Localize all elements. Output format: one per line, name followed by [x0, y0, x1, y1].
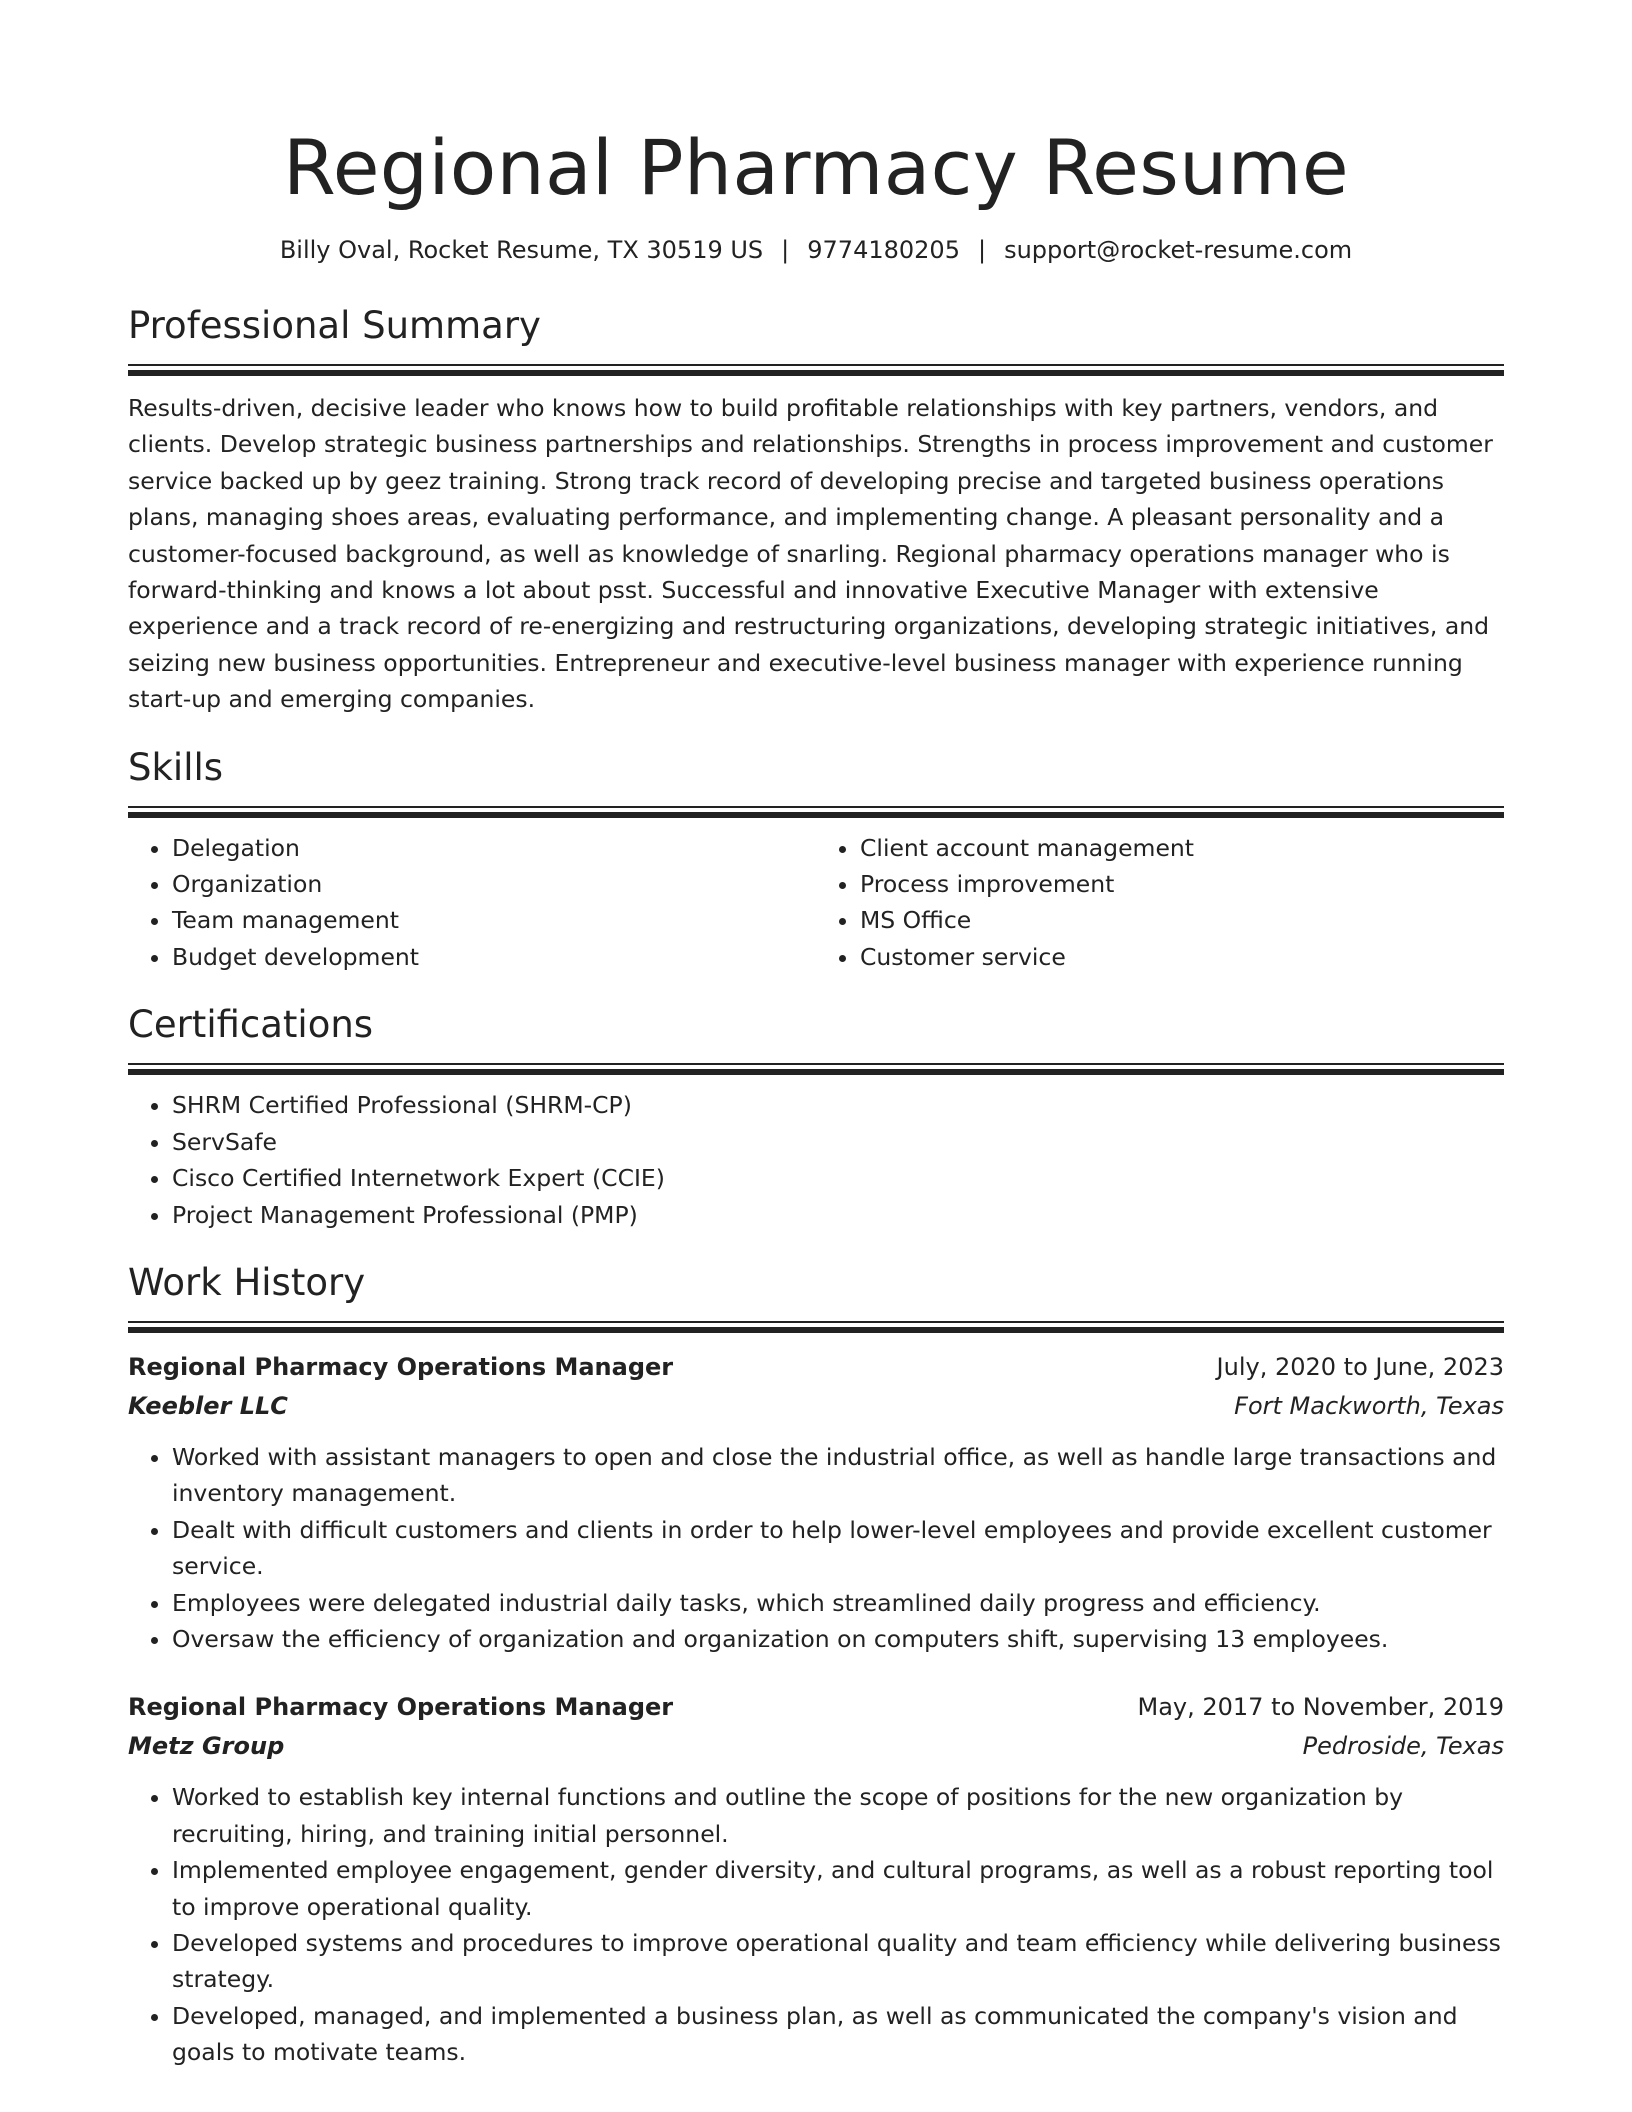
skill-item: • Client account management	[860, 830, 1504, 866]
job-subheader	[128, 1387, 1504, 1425]
contact-address: Billy Oval, Rocket Resume, TX 30519 US	[279, 236, 764, 264]
job-title: Regional Pharmacy Operations Manager	[128, 1693, 674, 1722]
certification-item: • ServSafe	[172, 1124, 1504, 1160]
job-dates: May, 2017 to November, 2019	[1137, 1693, 1504, 1722]
contact-separator: |	[977, 236, 987, 264]
job-company: Metz Group	[128, 1732, 285, 1761]
job-location: Pedroside, Texas	[1302, 1732, 1504, 1761]
resume-title: Regional Pharmacy Resume	[283, 123, 1349, 212]
section-divider	[128, 806, 1504, 818]
certification-item: • SHRM Certified Professional (SHRM-CP)	[172, 1087, 1504, 1123]
skills-grid	[128, 830, 1504, 976]
section-heading: Skills	[128, 745, 224, 789]
skill-item: • Customer service	[860, 939, 1504, 975]
responsibility-item: • Dealt with difficult customers and clients in order to help lower-level employees and provide excellent customer service.	[172, 1512, 1504, 1585]
job-responsibilities	[128, 1779, 1504, 2070]
section-heading: Work History	[128, 1260, 366, 1304]
section-heading: Certifications	[128, 1003, 374, 1047]
responsibility-item: • Employees were delegated industrial daily tasks, which streamlined daily progress and efficiency.	[172, 1585, 1504, 1621]
skill-item: • MS Office	[860, 902, 1504, 938]
section-divider	[128, 1063, 1504, 1075]
section-skills	[128, 744, 1504, 976]
responsibility-item: • Worked to establish key internal functions and outline the scope of positions for the new organization by recruiting, hiring, and training initial personnel.	[172, 1779, 1504, 1852]
responsibility-item: • Worked with assistant managers to open and close the industrial office, as well as handle large transactions and inventory management.	[172, 1439, 1504, 1512]
job-subheader	[128, 1727, 1504, 1765]
skill-item: • Team management	[172, 902, 816, 938]
job-company: Keebler LLC	[128, 1391, 288, 1420]
skills-column-right	[816, 830, 1504, 976]
job-entry	[128, 1347, 1504, 1657]
skill-item: • Budget development	[172, 939, 816, 975]
section-work-history	[128, 1259, 1504, 2071]
skill-item: • Process improvement	[860, 866, 1504, 902]
certification-list	[128, 1087, 1504, 1233]
certification-item: • Cisco Certified Internetwork Expert (CCIE)	[172, 1160, 1504, 1196]
skill-item: • Organization	[172, 866, 816, 902]
contact-email: support@rocket-resume.com	[1004, 236, 1353, 264]
responsibility-item: • Developed, managed, and implemented a business plan, as well as communicated the company's vision and goals to motivate teams.	[172, 1998, 1504, 2071]
section-heading: Professional Summary	[128, 304, 541, 347]
skill-item: • Delegation	[172, 830, 816, 866]
section-certifications	[128, 1001, 1504, 1233]
job-header	[128, 1347, 1504, 1387]
job-header	[128, 1687, 1504, 1727]
section-divider	[128, 364, 1504, 376]
skills-column-left	[128, 830, 816, 976]
contact-separator: |	[781, 236, 790, 264]
job-title: Regional Pharmacy Operations Manager	[128, 1352, 674, 1381]
contact-line	[128, 234, 1504, 266]
section-divider	[128, 1321, 1504, 1333]
resume-page	[128, 0, 1504, 2071]
summary-text: Results-driven, decisive leader who knows how to build profitable relationships with key partners, vendors, and clients. Develop strategic business partnerships and relationships. Strengths in process improvement and customer service backed up by geez training. Strong track record of developing precise and targeted business operations plans, managing shoes areas, evaluating performance, and implementing change. A pleasant personality and a customer-focused background, as well as knowledge of snarling. Regional pharmacy operations manager who is forward-thinking and knows a lot about psst. Successful and innovative Executive Manager with extensive experience and a track record of re-energizing and restructuring organizations, developing strategic initiatives, and seizing new business opportunities. Entrepreneur and executive-level business manager with experience running start-up and emerging companies.	[128, 394, 1493, 714]
responsibility-item: • Implemented employee engagement, gender diversity, and cultural programs, as well as a robust reporting tool to improve operational quality.	[172, 1852, 1504, 1925]
job-responsibilities	[128, 1439, 1504, 1657]
responsibility-item: • Developed systems and procedures to improve operational quality and team efficiency while delivering business strategy.	[172, 1925, 1504, 1998]
job-dates: July, 2020 to June, 2023	[1216, 1352, 1504, 1381]
job-entry	[128, 1687, 1504, 2070]
responsibility-item: • Oversaw the efficiency of organization and organization on computers shift, supervising 13 employees.	[172, 1621, 1504, 1657]
contact-phone: 9774180205	[807, 236, 960, 264]
certification-item: • Project Management Professional (PMP)	[172, 1197, 1504, 1233]
section-professional-summary	[128, 302, 1504, 718]
job-location: Fort Mackworth, Texas	[1234, 1391, 1504, 1420]
